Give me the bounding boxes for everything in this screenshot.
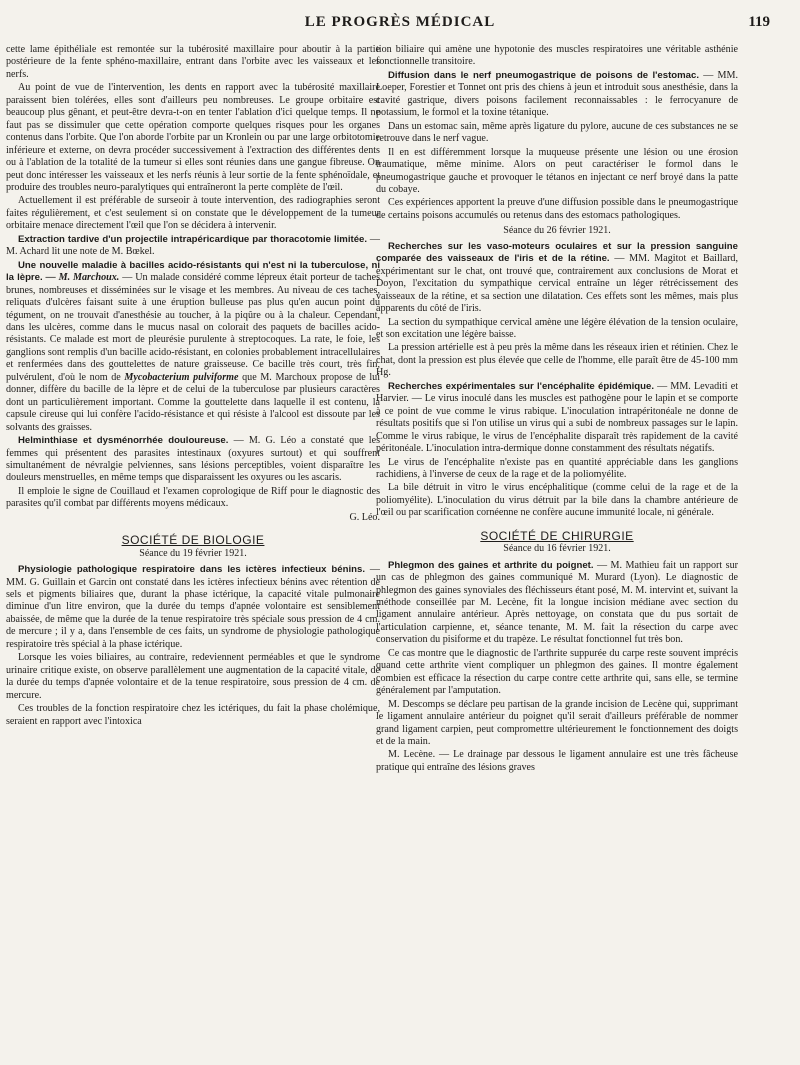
section-title-chirurgie: SOCIÉTÉ DE CHIRURGIE — [480, 528, 634, 543]
paragraph-text: — MM. Magitot et Baillard, expérimentant sur le chat, ont trouvé que, contrairement aux conclusions de Morat et Doyon, l'excitation du sympathique cervical entraîne un léger rétrécissement des vaisseaux de la rétine, et sa section une dilatation. Ces effets sont les mêmes, mais plus apparents du côté de l'iris. — [376, 253, 739, 315]
section-heading: Extraction tardive d'un projectile intrapéricardique par thoracotomie limitée. — [18, 233, 368, 245]
paragraph: Il en est différemment lorsque la muqueuse présente une lésion ou une érosion traumatique, même minime. Alors on peut caractériser le formol dans le pneumogastrique gauche et provoquer le tétanos en injectant ce nerf broyé dans la patte du cobaye. — [376, 146, 738, 195]
paragraph — [376, 241, 738, 316]
paragraph — [6, 260, 380, 434]
seance-date: Séance du 16 février 1921. — [503, 543, 611, 555]
section-title-biologie: SOCIÉTÉ DE BIOLOGIE — [121, 533, 265, 548]
section-heading: Recherches expérimentales sur l'encéphalite épidémique. — [388, 380, 654, 392]
paragraph: Le virus de l'encéphalite n'existe pas en quantité appréciable dans les ganglions rachidiens, à l'inverse de ceux de la rage et de la poliomyélite. — [376, 456, 738, 480]
paragraph: cette lame épithéliale est remontée sur la tubérosité maxillaire pour aboutir à la partie postérieure de la fente sphéno-maxillaire, entrant dans l'orbite avec les vaisseaux et les nerfs. — [6, 44, 380, 80]
section-heading: Phlegmon des gaines et arthrite du poignet. — [388, 559, 594, 571]
paragraph-text: — MM. G. Guillain et Garcin ont constaté dans les ictères infectieux bénins avec rétention de sels et pigments biliaires que, durant la phase ictérique, la capacité vitale pulmonaire diminue d'un litre environ, que la durée du temps d'apnée volontaire est sensiblement abaissée, de même que la durée de la tenue respiratoire très spéciale sous pression de 4 cm. de mercure ; il y a, dans l'ensemble de ces faits, un syndrome de physiologie pathologique respiratoire très spécial à la phase ictérique. — [6, 564, 380, 650]
paragraph-text: que M. Marchoux propose de lui donner, diffère du bacille de la lèpre et de celui de la tuberculose par plusieurs caractères dont un particulièrement important. Comme la gouttelette dans laquelle il est contenu, la capsule cireuse qui lui confère l'acido-résistance et qui résiste à l'alcool est dissoute par les solvants des graisses. — [6, 371, 380, 433]
paragraph-text: — M. Mathieu fait un rapport sur un cas de phlegmon des gaines communiqué M. Murard (Lyon). Le diagnostic de phlegmon des gaines synoviales des fléchisseurs étant posé, M. M. intervint et, suivant la méthode conseillée par M. Lecène, fit la longue incision médiane avec section du ligament annulaire antérieur. Après nettoyage, on constata que du pus sortait de l'articulation carpienne, et, séance tenante, M. M. fait la résection du carpe avec conservation du pisiforme et du trapèze. Le résultat fonctionnel fut très bon. — [376, 559, 738, 646]
paragraph: Ces troubles de la fonction respiratoire chez les ictériques, du fait la phase cholémique, seraient en rapport avec l'intoxica — [6, 703, 380, 727]
paragraph: Actuellement il est préférable de surseoir à toute intervention, des radiographies seront faites régulièrement, et c'est seulement si on constate que le développement de la tumeur orbitaire menace directement l'œil que l'on se décidera à intervenir. — [6, 195, 380, 232]
signature: G. Léo. — [349, 511, 380, 523]
section-heading: Recherches sur les vaso-moteurs oculaires et sur la pression sanguine comparée des vaisseaux de l'iris et de la rétine. — [376, 240, 738, 265]
paragraph: Ce cas montre que le diagnostic de l'arthrite suppurée du carpe reste souvent imprécis quand cette arthrite vient compliquer un phlegmon des gaines. Il montre également combien est efficace la résection du carpe contre cette arthrite qui, sans elle, se termine généralement par l'amputation. — [376, 647, 738, 697]
paragraph — [376, 560, 738, 647]
paragraph — [376, 381, 738, 456]
paragraph: tion biliaire qui amène une hypotonie des muscles respiratoires une véritable asthénie fonctionnelle transitoire. — [376, 44, 738, 68]
paragraph: Dans un estomac sain, même après ligature du pylore, aucune de ces substances ne se retrouve dans le nerf vague. — [376, 120, 738, 145]
running-title: LE PROGRÈS MÉDICAL — [304, 14, 496, 30]
page-number: 119 — [748, 14, 770, 30]
page-header — [0, 0, 800, 40]
paragraph: Ces expériences apportent la preuve d'une diffusion possible dans le pneumogastrique de certains poisons accumulés ou retenus dans des estomacs pathologiques. — [376, 197, 738, 221]
seance-date: Séance du 26 février 1921. — [503, 225, 611, 237]
paragraph: M. Descomps se déclare peu partisan de la grande incision de Lecène qui, supprimant le ligament annulaire antérieur du poignet qu'il serait d'ailleurs préférable de nommer grand ligament carpien, peut compromettre ultérieurement le fonctionnement des doigts et de la main. — [376, 698, 738, 748]
paragraph: La pression artérielle est à peu près la même dans les réseaux irien et rétinien. Chez le chat, dont la pression est plus élevée que celle de l'homme, elle paraît être de 45-100 mm Hg. — [376, 342, 738, 379]
section-heading: Helminthiase et dysménorrhée douloureuse. — [18, 435, 229, 447]
section-heading: Diffusion dans le nerf pneumogastrique de poisons de l'estomac. — [388, 69, 700, 81]
paragraph-text: — MM. Levaditi et Harvier. — Le virus inoculé dans les muscles est pathogène pour le lapin et se comporte à ce point de vue comme le virus rabique. L'inoculation intrapéritonéale ne donne de résultats positifs que si l'on utilise un virus qui a subi de nombreux passages sur le lapin. Comme le virus rabique, le virus de l'encéphalite disparaît très rapidement de la cavité péritonéale. L'inoculation intra-dermique donne constamment des résultats négatifs. — [376, 380, 738, 455]
paragraph: Il emploie le signe de Couillaud et l'examen coprologique de Riff pour le diagnostic des parasites qu'il combat par différents moyens médicaux. — [6, 485, 380, 510]
paragraph-text: — MM. Loeper, Forestier et Tonnet ont pris des chiens à jeun et introduit sous anesthésie, dans la cavité gastrique, divers poisons facilement reconnaissables : le ferrocyanure de potassium, le formol et la toxine tétanique. — [376, 69, 738, 119]
species-name: Mycobacterium pulviforme — [124, 371, 239, 383]
left-column — [6, 44, 380, 729]
paragraph: La section du sympathique cervical amène une légère élévation de la tension oculaire, et son excitation une légère baisse. — [376, 316, 738, 340]
paragraph-text: — M. Achard lit une note de M. Bœkel. — [6, 233, 380, 258]
paragraph — [6, 435, 380, 485]
author-name: — M. Marchoux. — [42, 272, 120, 284]
section-heading: Une nouvelle maladie à bacilles acido-résistants qui n'est ni la tuberculose, ni la lèpre. — [6, 259, 380, 284]
section-heading: Physiologie pathologique respiratoire dans les ictères infectieux bénins. — [18, 564, 366, 576]
paragraph-text: — Un malade considéré comme lépreux était porteur de taches brunes, nombreuses et disséminées sur le visage et les membres. Au niveau de ces taches, reliquats d'ulcères faisant suite à une éruption bulleuse pas plus qu'en aucun point du tégument, on ne trouvait d'anesthésie au toucher, à la piqûre ou à la chaleur. Cependant, dans les ulcères, comme dans le mucus nasal on colorait des paquets de bacilles acido-résistants. Ce malade est mort de pleurésie purulente à streptocoques. La rate, le foie, les ganglions sont remplis d'un bacille acido-résistant, en colonies probablement intracellulaires et renfermées dans des gouttelettes de nature graisseuse. Ce bacille très court, très fin, pulvérulent, d'où le nom de — [6, 272, 381, 383]
right-column — [376, 44, 738, 775]
seance-date: Séance du 19 février 1921. — [139, 547, 247, 559]
paragraph — [6, 234, 380, 259]
paragraph: M. Lecène. — Le drainage par dessous le ligament annulaire est une très fâcheuse pratique qui entraîne des lésions graves — [376, 749, 738, 773]
paragraph — [6, 564, 380, 651]
paragraph: La bile détruit in vitro le virus encéphalitique (comme celui de la rage et de la poliomyélite). L'inoculation du virus détruit par la bile dans la chambre antérieure de l'œil ou par scarification cornéenne ne confère aucune immunité locale, ni générale. — [376, 482, 738, 519]
paragraph-text: — M. G. Léo a constaté que les femmes qui présentent des parasites intestinaux (oxyures surtout) et qui souffrent simultanément de névralgie pelviennes, sans lésions perceptibles, voient disparaître les douleurs menstruelles, en même temps que disparaissent les oxyures ou les ascaris. — [6, 435, 381, 484]
paragraph — [376, 70, 738, 120]
paragraph: Au point de vue de l'intervention, les dents en rapport avec la tubérosité maxillaire paraissent bien tolérées, elles sont d'ailleurs peu nombreuses. Le groupe orbitaire est beaucoup plus gênant, et peut-être devra-t-on en tenter l'ablation d'ici quelque temps. Il ne faut pas se dissimuler que cette opération comporte quelques risques pour les organes contenus dans l'orbite. Que l'on aborde l'orbite par un Kronlein ou par une large orbitotomie inférieure et externe, on devra procéder successivement à l'extraction des différentes dents ou à l'ablation de la totalité de la tumeur si elles sont réunies dans une gangue fibreuse. On peut donc intéresser les vaisseaux et les nerfs réunis à leur sortie de la fente sphénoïdale, et produire des troubles neuro-paralytiques qui entraîneront la perte complète de l'œil. — [6, 82, 380, 193]
paragraph: Lorsque les voies biliaires, au contraire, redeviennent perméables et que le syndrome urinaire critique existe, on observe parallèlement une augmentation de la capacité vitale, de la durée du temps d'apnée volontaire et de la tenue respiratoire, sous pression de 4 cm. de mercure. — [6, 652, 380, 701]
